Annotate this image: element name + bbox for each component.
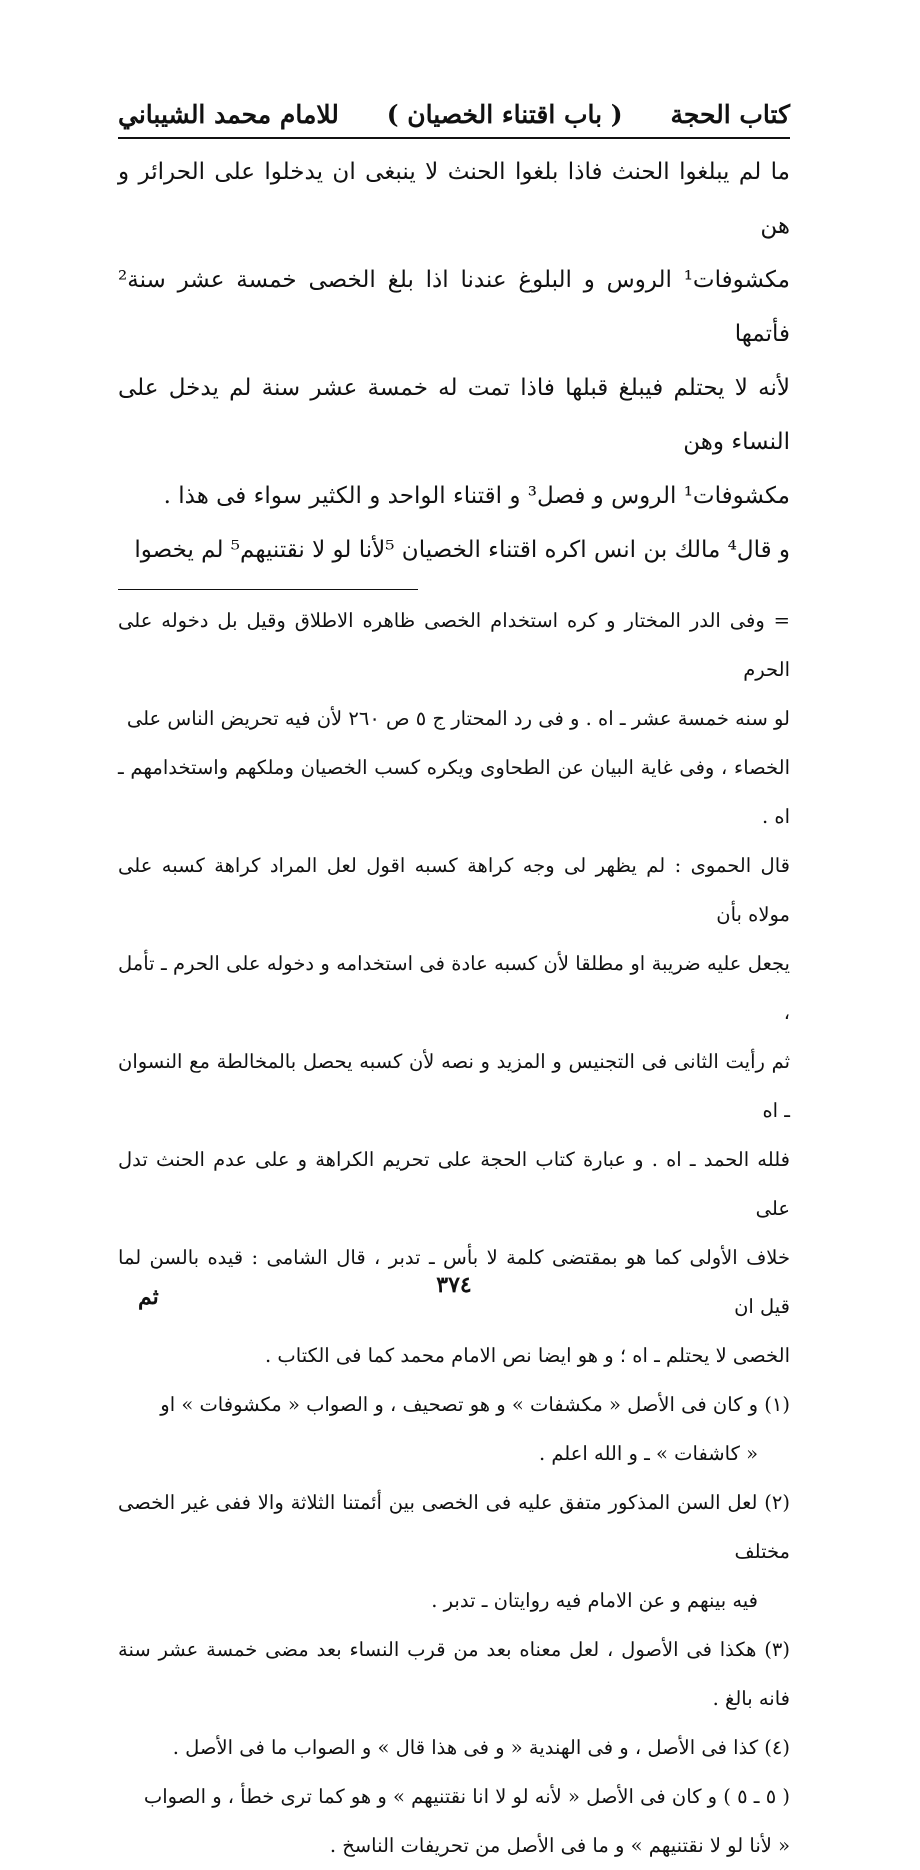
catchword: ثم [138, 1284, 159, 1310]
main-line: و قال⁴ مالك بن انس اكره اقتناء الخصيان ⁵لأنا لو لا نقتنيهم⁵ لم يخصوا [134, 537, 790, 563]
main-line: مكشوفات¹ الروس و فصل³ و اقتناء الواحد و الكثير سواء فى هذا . [163, 483, 790, 509]
main-line: مكشوفات¹ الروس و البلوغ عندنا اذا بلغ الخصى خمسة عشر سنة² فأتمها [118, 267, 790, 347]
note-line: قال الحموى : لم يظهر لى وجه كراهة كسبه اقول لعل المراد كراهة كسبه على مولاه بأن [118, 854, 790, 926]
header-author: للامام محمد الشيباني [118, 100, 339, 129]
footnote-1-continuation: « كاشفات » ـ و الله اعلم . [538, 1442, 758, 1465]
note-line: الخصاء ، وفى غاية البيان عن الطحاوى ويكره كسب الخصيان وملكهم واستخدامهم ـ اه . [118, 756, 790, 828]
note-line: خلاف الأولى كما هو بمقتضى كلمة لا بأس ـ تدبر ، قال الشامى : قيده بالسن لما قيل ان [118, 1246, 790, 1318]
header-book-title: كتاب الحجة [670, 100, 790, 129]
note-line: = وفى الدر المختار و كره استخدام الخصى ظاهره الاطلاق وقيل بل دخوله على الحرم [118, 609, 790, 681]
footnote-1: (١) و كان فى الأصل « مكشفات » و هو تصحيف ، و الصواب « مكشوفات » او [160, 1393, 790, 1416]
note-line: فلله الحمد ـ اه . و عبارة كتاب الحجة على تحريم الكراهة و على عدم الحنث تدل على [118, 1148, 790, 1220]
main-line: ما لم يبلغوا الحنث فاذا بلغوا الحنث لا ينبغى ان يدخلوا على الحرائر و هن [118, 159, 790, 239]
footnote-5: ( ٥ ـ ٥ ) و كان فى الأصل « لأنه لو لا انا نقتنيهم » و هو كما ترى خطأ ، و الصواب [143, 1785, 790, 1808]
footnotes [118, 596, 790, 1870]
header-chapter-title: ( باب اقتناء الخصيان ) [386, 100, 623, 129]
footnote-3: (٣) هكذا فى الأصول ، لعل معناه بعد من قرب النساء بعد مضى خمسة عشر سنة فانه بالغ . [118, 1638, 790, 1710]
note-line: الخصى لا يحتلم ـ اه ؛ و هو ايضا نص الامام محمد كما فى الكتاب . [265, 1344, 790, 1367]
main-line: لأنه لا يحتلم فيبلغ قبلها فاذا تمت له خمسة عشر سنة لم يدخل على النساء وهن [118, 375, 790, 455]
running-header [118, 100, 790, 139]
footnote-2: (٢) لعل السن المذكور متفق عليه فى الخصى بين أئمتنا الثلاثة والا ففى غير الخصى مختلف [118, 1491, 790, 1563]
footnote-2-continuation: فيه بينهم و عن الامام فيه روايتان ـ تدبر . [431, 1589, 758, 1612]
footnote-4: (٤) كذا فى الأصل ، و فى الهندية « و فى هذا قال » و الصواب ما فى الأصل . [172, 1736, 790, 1759]
footnote-divider [118, 589, 418, 590]
note-line: لو سنه خمسة عشر ـ اه . و فى رد المحتار ج ٥ ص ٢٦٠ لأن فيه تحريض الناس على [126, 707, 790, 730]
note-line: يجعل عليه ضريبة او مطلقا لأن كسبه عادة فى استخدامه و دخوله على الحرم ـ تأمل ، [118, 952, 790, 1024]
page-number: ٣٧٤ [436, 1272, 472, 1298]
book-page [118, 100, 790, 1870]
note-line: ثم رأيت الثانى فى التجنيس و المزيد و نصه لأن كسبه يحصل بالمخالطة مع النسوان ـ اه [118, 1050, 790, 1122]
footnote-5-continuation: « لأنا لو لا نقتنيهم » و ما فى الأصل من تحريفات الناسخ . [329, 1834, 790, 1857]
main-text [118, 139, 790, 577]
